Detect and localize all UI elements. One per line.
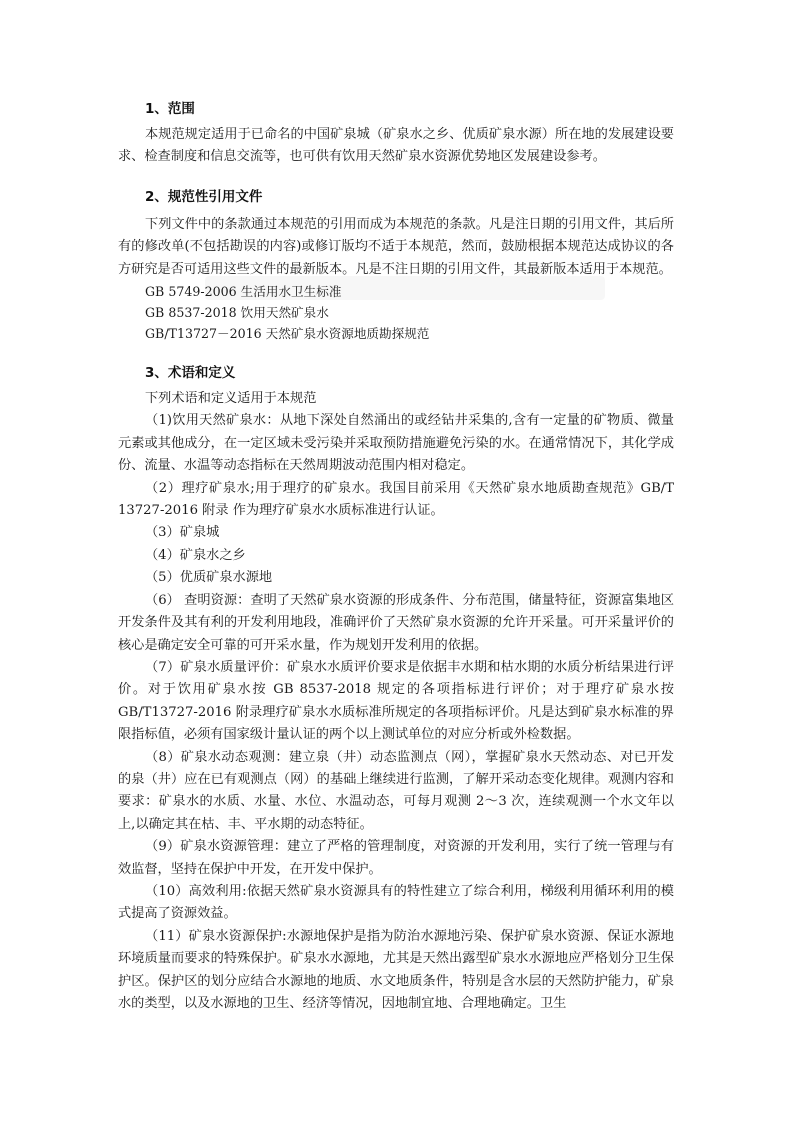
term-item: （6） 查明资源：查明了天然矿泉水资源的形成条件、分布范围，储量特征，资源富集地区开发条件及其有利的开发利用地段，准确评价了天然矿泉水资源的允许开采量。可开采量评价的核心是确定安全可靠的可开采水量，作为规划开发利用的依据。 — [118, 592, 674, 653]
scope-paragraph: 本规范规定适用于已命名的中国矿泉城（矿泉水之乡、优质矿泉水源）所在地的发展建设要求、检查制度和信息交流等，也可供有饮用天然矿泉水资源优势地区发展建设参考。 — [118, 127, 674, 165]
section-terms-definitions — [118, 362, 674, 1015]
document-body — [118, 98, 674, 1015]
section-heading-terms: 3、术语和定义 — [145, 365, 236, 382]
section-scope — [118, 98, 674, 169]
reference-item: GB 8537-2018 饮用天然矿泉水 — [145, 305, 329, 321]
term-item: （11）矿泉水资源保护:水源地保护是指为防治水源地污染、保护矿泉水资源、保证水源地环境质量而要求的特殊保护。矿泉水水源地，尤其是天然出露型矿泉水水源地应严格划分卫生保护区。保护区的划分应结合水源地的地质、水文地质条件，特别是含水层的天然防护能力，矿泉水的类型，以及水源地的卫生、经济等情况，因地制宜地、合理地确定。卫生 — [118, 928, 674, 1011]
section-heading-scope: 1、范围 — [145, 101, 195, 117]
reference-item: GB/T13727－2016 天然矿泉水资源地质勘探规范 — [145, 326, 430, 342]
terms-intro: 下列术语和定义适用于本规范 — [145, 391, 317, 407]
term-item: （7）矿泉水质量评价：矿泉水水质评价要求是依据丰水期和枯水期的水质分析结果进行评价。对于饮用矿泉水按 GB 8537-2018 规定的各项指标进行评价；对于理疗矿泉水按GB/T13727-2016 附录理疗矿泉水水质标准所规定的各项指标评价。凡是达到矿泉水标准的界限指标值，必须有国家级计量认证的两个以上测试单位的对应分析或外检数据。 — [118, 659, 674, 743]
term-item: （1)饮用天然矿泉水：从地下深处自然涌出的或经钻井采集的,含有一定量的矿物质、微量元素或其他成分，在一定区域未受污染并采取预防措施避免污染的水。在通常情况下，其化学成份、流量、水温等动态指标在天然周期波动范围内相对稳定。 — [118, 413, 674, 474]
term-item: （3）矿泉城 — [145, 525, 220, 541]
term-item: （2）理疗矿泉水;用于理疗的矿泉水。我国目前采用《天然矿泉水地质勘查规范》GB/T 13727-2016 附录 作为理疗矿泉水水质标准进行认证。 — [118, 480, 674, 519]
term-item: （10）高效利用:依据天然矿泉水资源具有的特性建立了综合利用，梯级利用循环利用的模式提高了资源效益。 — [118, 883, 674, 922]
term-item: （5）优质矿泉水源地 — [145, 570, 273, 586]
reference-item: GB 5749-2006 生活用水卫生标准 — [145, 284, 342, 300]
term-item: （8）矿泉水动态观测：建立泉（井）动态监测点（网），掌握矿泉水天然动态、对已开发的泉（井）应在已有观测点（网）的基础上继续进行监测，了解开采动态变化规律。观测内容和要求：矿泉水的水质、水量、水位、水温动态，可每月观测 2～3 次，连续观测一个水文年以上,以确定其在枯、丰、平水期的动态特征。 — [118, 749, 674, 832]
section-normative-references — [118, 186, 674, 344]
term-item: （9）矿泉水资源管理：建立了严格的管理制度，对资源的开发利用，实行了统一管理与有效监督，坚持在保护中开发，在开发中保护。 — [118, 839, 674, 877]
section-heading-references: 2、规范性引用文件 — [145, 188, 263, 205]
references-paragraph: 下列文件中的条款通过本规范的引用而成为本规范的条款。凡是注日期的引用文件，其后所有的修改单(不包括勘误的内容)或修订版均不适于本规范，然而，鼓励根据本规范达成协议的各方研究是否可适用这些文件的最新版本。凡是不注日期的引用文件，其最新版本适用于本规范。 — [118, 216, 674, 277]
term-item: （4）矿泉水之乡 — [145, 547, 246, 563]
